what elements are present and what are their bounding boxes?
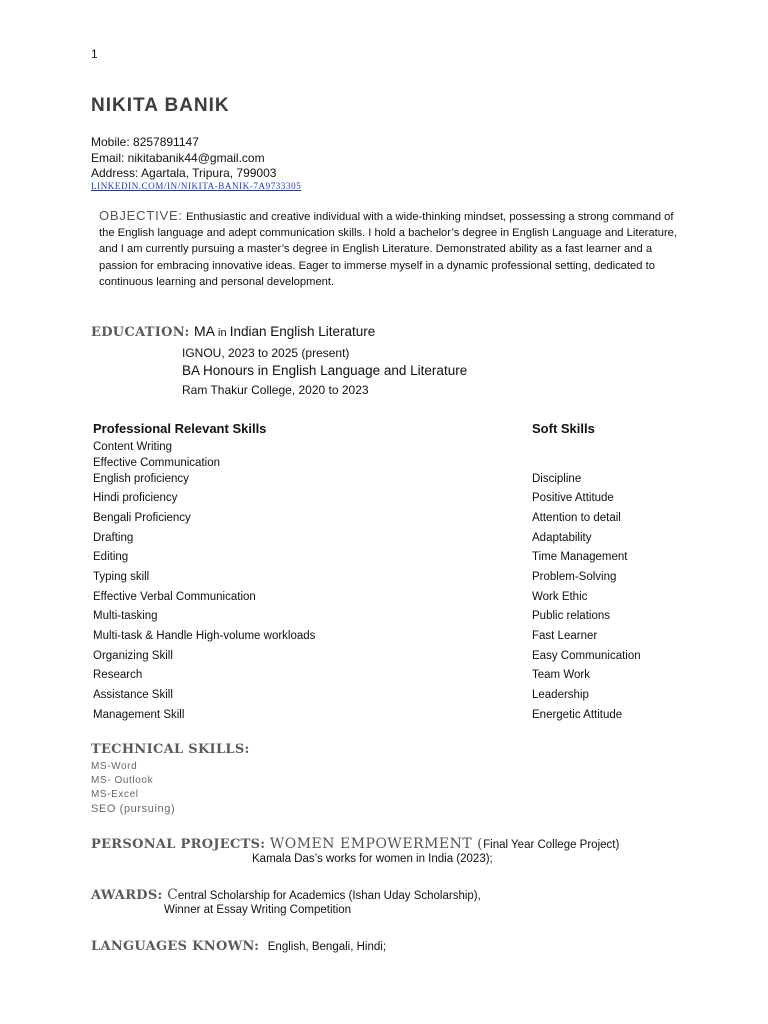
soft-skills-heading: Soft Skills <box>532 421 595 436</box>
professional-skill: Editing <box>93 551 129 563</box>
candidate-name: NIKITA BANIK <box>91 95 230 116</box>
professional-skill: Effective Verbal Communication <box>93 591 256 603</box>
education-heading-row <box>91 323 375 341</box>
professional-skill: Multi-task & Handle High-volume workloads <box>93 630 316 642</box>
ma-degree: MA <box>194 323 215 339</box>
soft-skill: Public relations <box>532 610 610 622</box>
ma-institution: IGNOU, 2023 to 2025 (present) <box>182 346 350 360</box>
professional-skill: Bengali Proficiency <box>93 512 191 524</box>
projects-heading: PERSONAL PROJECTS: <box>91 837 266 852</box>
technical-skill: MS- Outlook <box>91 775 154 786</box>
postal-address: Address: Agartala, Tripura, 799003 <box>91 166 277 180</box>
soft-skill: Adaptability <box>532 532 592 544</box>
soft-skill: Team Work <box>532 669 590 681</box>
soft-skill: Energetic Attitude <box>532 709 623 721</box>
soft-skill: Attention to detail <box>532 512 621 524</box>
technical-skills-heading: TECHNICAL SKILLS: <box>91 742 250 757</box>
professional-skill: Research <box>93 669 143 681</box>
project-detail: Kamala Das’s works for women in India (2023); <box>252 853 493 865</box>
professional-skill: Hindi proficiency <box>93 492 178 504</box>
professional-skill: Assistance Skill <box>93 689 173 701</box>
professional-skill: Typing skill <box>93 571 150 583</box>
ba-degree: BA Honours in English Language and Literature <box>182 363 468 378</box>
projects-heading-row <box>91 835 619 853</box>
professional-skills-heading: Professional Relevant Skills <box>93 421 267 436</box>
professional-skill: Organizing Skill <box>93 650 173 662</box>
soft-skill: Positive Attitude <box>532 492 614 504</box>
award-line-1: entral Scholarship for Academics (Ishan Uday Scholarship), <box>177 890 481 902</box>
soft-skill: Time Management <box>532 551 628 563</box>
languages-row <box>91 937 386 955</box>
mobile-number: Mobile: 8257891147 <box>91 135 199 149</box>
languages-heading: LANGUAGES KNOWN: <box>91 939 260 954</box>
professional-skill: Effective Communication <box>93 457 220 469</box>
soft-skill: Fast Learner <box>532 630 598 642</box>
objective-section <box>99 208 684 290</box>
email-address: Email: nikitabanik44@gmail.com <box>91 151 265 165</box>
soft-skill: Leadership <box>532 689 589 701</box>
education-heading: EDUCATION: <box>91 325 190 340</box>
ba-institution: Ram Thakur College, 2020 to 2023 <box>182 383 369 397</box>
ma-in: in <box>215 327 230 339</box>
professional-skill: Drafting <box>93 532 134 544</box>
soft-skill: Easy Communication <box>532 650 641 662</box>
technical-skill: SEO (pursuing) <box>91 803 176 815</box>
soft-skill: Work Ethic <box>532 591 588 603</box>
technical-skill: MS-Excel <box>91 789 139 800</box>
soft-skill: Discipline <box>532 473 582 485</box>
linkedin-link[interactable]: LINKEDIN.COM/IN/NIKITA-BANIK-7A9733305 <box>91 181 302 191</box>
project-title-rest: Final Year College Project) <box>483 839 620 851</box>
ma-subject: Indian English Literature <box>229 324 376 339</box>
soft-skill: Problem-Solving <box>532 571 617 583</box>
project-title: WOMEN EMPOWERMENT ( <box>269 836 484 852</box>
professional-skill: English proficiency <box>93 473 189 485</box>
languages-list: English, Bengali, Hindi; <box>267 941 387 953</box>
page-number: 1 <box>91 47 98 61</box>
professional-skill: Content Writing <box>93 441 173 453</box>
award-first-letter: C <box>167 887 178 903</box>
awards-heading-row <box>91 886 481 904</box>
awards-heading: AWARDS: <box>91 888 163 903</box>
professional-skill: Multi-tasking <box>93 610 158 622</box>
technical-skill: MS-Word <box>91 761 138 772</box>
objective-text: Enthusiastic and creative individual with a wide-thinking mindset, possessing a strong command of the English language and adept communication skills. I hold a bachelor’s degree in English Language and Literature, and I am currently pursuing a master’s degree in English Literature. Demonstrated ability as a fast learner and a passion for embracing innovative ideas. Eager to immerse myself in a dynamic professional setting, dedicated to continuous learning and personal development. <box>99 211 677 288</box>
objective-heading: OBJECTIVE: <box>99 208 183 223</box>
professional-skill: Management Skill <box>93 709 185 721</box>
award-line-2: Winner at Essay Writing Competition <box>164 904 352 916</box>
